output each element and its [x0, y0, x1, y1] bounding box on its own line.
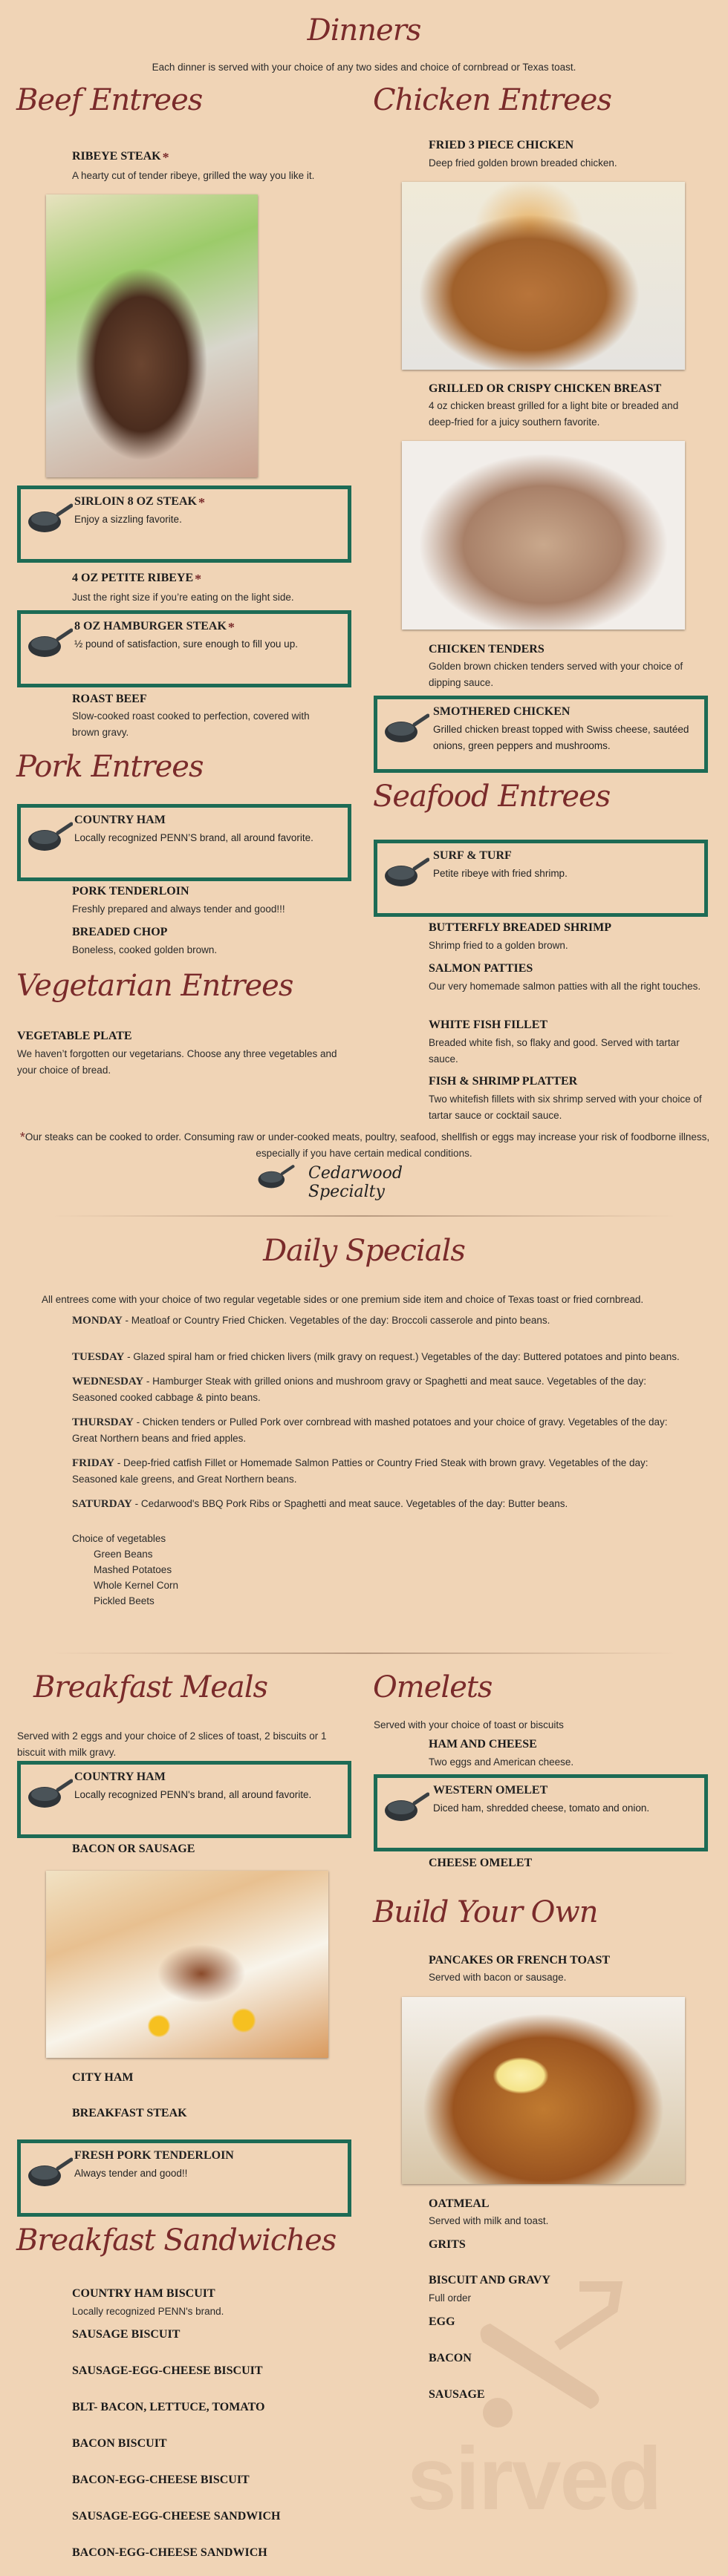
item-title: BLT- BACON, LETTUCE, TOMATO [72, 2401, 265, 2413]
veg-item: Mashed Potatoes [94, 1564, 172, 1575]
item-title: CHEESE OMELET [429, 1857, 533, 1869]
item-desc: Breaded white fish, so flaky and good. Served with tartar sauce. [429, 1037, 680, 1065]
specialty-box [17, 486, 351, 563]
divider [52, 1653, 676, 1654]
item-desc: Always tender and good!! [74, 2168, 188, 2179]
item-desc: Just the right size if you’re eating on the light side. [72, 592, 294, 603]
daily-list [72, 1312, 689, 1609]
breakfast-intro: Served with 2 eggs and your choice of 2 slices of toast, 2 biscuits or 1 biscuit with milk gravy. [17, 1730, 327, 1758]
breakfast-heading: Breakfast Meals [33, 1670, 268, 1704]
item-desc: We haven’t forgotten our vegetarians. Choose any three vegetables and your choice of bread. [17, 1048, 337, 1076]
item-title: EGG [429, 2315, 455, 2328]
fried-chicken-photo [402, 182, 685, 370]
item-title: SURF & TURF [433, 849, 512, 862]
item-title: SAUSAGE BISCUIT [72, 2328, 181, 2341]
vegetarian-heading: Vegetarian Entrees [16, 969, 293, 1003]
item-title: 4 OZ PETITE RIBEYE * [72, 572, 202, 586]
item-title: COUNTRY HAM BISCUIT [72, 2287, 215, 2300]
item-desc: ½ pound of satisfaction, sure enough to fill you up. [74, 638, 298, 650]
veg-item: Pickled Beets [94, 1595, 155, 1606]
item-title: COUNTRY HAM [74, 814, 166, 826]
item-title: VEGETABLE PLATE [17, 1030, 132, 1042]
item-desc: Golden brown chicken tenders served with your choice of dipping sauce. [429, 661, 683, 688]
item-title: FRIED 3 PIECE CHICKEN [429, 139, 574, 151]
item-desc: Slow-cooked roast cooked to perfection, covered with brown gravy. [72, 710, 310, 738]
veg-item: Whole Kernel Corn [94, 1580, 179, 1591]
item-desc: Diced ham, shredded cheese, tomato and onion. [433, 1802, 650, 1814]
veg-title: Choice of vegetables [72, 1533, 166, 1544]
day-special: THURSDAY - Chicken tenders or Pulled Pork over cornbread with mashed potatoes and your choice of gravy. Vegetables of the day: Great Northern beans and fried apples. [72, 1416, 668, 1444]
item-desc: Two whitefish fillets with six shrimp served with your choice of tartar sauce or cocktail sauce. [429, 1094, 702, 1121]
item-title: WESTERN OMELET [433, 1784, 548, 1797]
item-desc: Locally recognized PENN's brand, all around favorite. [74, 1789, 312, 1800]
item-desc: 4 oz chicken breast grilled for a light bite or breaded and deep-fried for a juicy southern favorite. [429, 400, 679, 428]
skillet-icon [383, 713, 429, 744]
skillet-icon [27, 821, 73, 852]
item-desc: Deep fried golden brown breaded chicken. [429, 157, 617, 169]
item-desc: Served with milk and toast. [429, 2215, 549, 2226]
breakfast-photo [46, 1871, 328, 2058]
item-title: CHICKEN TENDERS [429, 643, 545, 656]
french-toast-photo [402, 1997, 685, 2184]
pork-heading: Pork Entrees [16, 750, 204, 784]
ribeye-photo [46, 194, 258, 477]
item-title: BREAKFAST STEAK [72, 2107, 187, 2119]
item-title: BREADED CHOP [72, 926, 168, 938]
item-title: SIRLOIN 8 OZ STEAK * [74, 495, 205, 510]
day-special: SATURDAY - Cedarwood's BBQ Pork Ribs or Spaghetti and meat sauce. Vegetables of the day: Butter beans. [72, 1498, 568, 1510]
item-title: BACON [429, 2352, 472, 2364]
veg-item: Green Beans [94, 1549, 153, 1560]
item-title: GRITS [429, 2238, 466, 2251]
item-desc: Served with bacon or sausage. [429, 1972, 567, 1983]
item-title: SAUSAGE-EGG-CHEESE BISCUIT [72, 2364, 263, 2377]
specialty-box [374, 840, 708, 917]
skillet-icon [383, 857, 429, 888]
skillet-icon [256, 1164, 295, 1189]
item-title: CITY HAM [72, 2071, 134, 2084]
item-title: COUNTRY HAM [74, 1771, 166, 1783]
item-title: SMOTHERED CHICKEN [433, 705, 571, 718]
item-title: SAUSAGE-EGG-CHEESE SANDWICH [72, 2510, 281, 2523]
daily-intro: All entrees come with your choice of two regular vegetable sides or one premium side item and choice of Texas toast or fried cornbread. [42, 1294, 644, 1305]
skillet-icon [383, 1791, 429, 1823]
specialty-box [17, 1761, 351, 1838]
item-title: GRILLED OR CRISPY CHICKEN BREAST [429, 382, 662, 395]
item-desc: Boneless, cooked golden brown. [72, 944, 218, 955]
specialty-legend: Cedarwood Specialty [256, 1163, 479, 1189]
day-special: FRIDAY - Deep-fried catfish Fillet or Homemade Salmon Patties or Country Fried Steak with brown gravy. Vegetables of the day: Seasoned kale greens, and Great Northern beans. [72, 1457, 649, 1485]
item-title: FISH & SHRIMP PLATTER [429, 1075, 578, 1088]
item-desc: Our very homemade salmon patties with all the right touches. [429, 981, 701, 992]
chicken-heading: Chicken Entrees [373, 83, 611, 117]
day-special: WEDNESDAY - Hamburger Steak with grilled onions and mushroom gravy or Spaghetti and meat sauce. Vegetables of the day: Seasoned cooked cabbage & pinto beans. [72, 1376, 647, 1403]
item-title: BUTTERFLY BREADED SHRIMP [429, 921, 611, 934]
day-special: MONDAY - Meatloaf or Country Fried Chicken. Vegetables of the day: Broccoli casserole and pinto beans. [72, 1315, 550, 1327]
skillet-icon [27, 2157, 73, 2188]
item-title: SAUSAGE [429, 2388, 485, 2401]
specialty-box [17, 2139, 351, 2217]
item-title: ROAST BEEF [72, 693, 147, 705]
item-desc: Full order [429, 2292, 472, 2304]
item-title: OATMEAL [429, 2197, 490, 2210]
day-special: TUESDAY - Glazed spiral ham or fried chicken livers (milk gravy on request.) Vegetables of the day: Buttered potatoes and pinto beans. [72, 1351, 680, 1363]
omelets-intro: Served with your choice of toast or biscuits [374, 1719, 564, 1730]
item-title: RIBEYE STEAK * [72, 150, 169, 165]
daily-title: Daily Specials [263, 1234, 465, 1268]
item-desc: Grilled chicken breast topped with Swiss cheese, sautéed onions, green peppers and mushrooms. [433, 724, 689, 751]
knife-fork-watermark-icon [468, 2279, 639, 2428]
item-title: 8 OZ HAMBURGER STEAK * [74, 620, 235, 635]
divider [52, 1215, 676, 1217]
item-desc: Two eggs and American cheese. [429, 1756, 574, 1768]
sandwiches-heading: Breakfast Sandwiches [16, 2223, 337, 2258]
item-desc: Petite ribeye with fried shrimp. [433, 868, 568, 879]
skillet-icon [27, 503, 73, 534]
item-title: FRESH PORK TENDERLOIN [74, 2149, 234, 2162]
beef-heading: Beef Entrees [16, 83, 203, 117]
item-title: PORK TENDERLOIN [72, 885, 189, 898]
specialty-box [17, 610, 351, 687]
dinners-subtitle: Each dinner is served with your choice of any two sides and choice of cornbread or Texas toast. [152, 62, 576, 73]
specialty-box [17, 804, 351, 881]
item-title: BACON-EGG-CHEESE BISCUIT [72, 2474, 250, 2486]
item-title: SALMON PATTIES [429, 962, 533, 975]
item-title: WHITE FISH FILLET [429, 1019, 548, 1031]
build-heading: Build Your Own [373, 1895, 598, 1929]
item-title: BACON-EGG-CHEESE SANDWICH [72, 2546, 267, 2559]
item-title: BISCUIT AND GRAVY [429, 2274, 550, 2286]
item-title: BACON BISCUIT [72, 2437, 167, 2450]
item-desc: Shrimp fried to a golden brown. [429, 940, 568, 951]
specialty-box [374, 696, 708, 773]
skillet-icon [27, 1778, 73, 1809]
grilled-chicken-photo [402, 441, 685, 630]
item-desc: Enjoy a sizzling favorite. [74, 514, 182, 525]
footnote: *Our steaks can be cooked to order. Consuming raw or under-cooked meats, poultry, seafood, shellfish or eggs may increase your risk of foodborne illness, especially if you have certain medical conditions. [19, 1130, 710, 1159]
item-desc: Freshly prepared and always tender and good!!! [72, 903, 285, 915]
item-desc: Locally recognized PENN's brand. [72, 2306, 224, 2317]
sirved-watermark: sirved [407, 2429, 661, 2528]
item-title: HAM AND CHEESE [429, 1738, 537, 1750]
item-desc: A hearty cut of tender ribeye, grilled the way you like it. [72, 170, 315, 181]
item-title: BACON OR SAUSAGE [72, 1843, 195, 1855]
omelets-heading: Omelets [373, 1670, 493, 1704]
dinners-title: Dinners [307, 13, 421, 48]
specialty-box [374, 1774, 708, 1851]
item-title: PANCAKES OR FRENCH TOAST [429, 1954, 611, 1967]
seafood-heading: Seafood Entrees [373, 779, 611, 814]
item-desc: Locally recognized PENN’S brand, all around favorite. [74, 832, 313, 843]
skillet-icon [27, 627, 73, 658]
